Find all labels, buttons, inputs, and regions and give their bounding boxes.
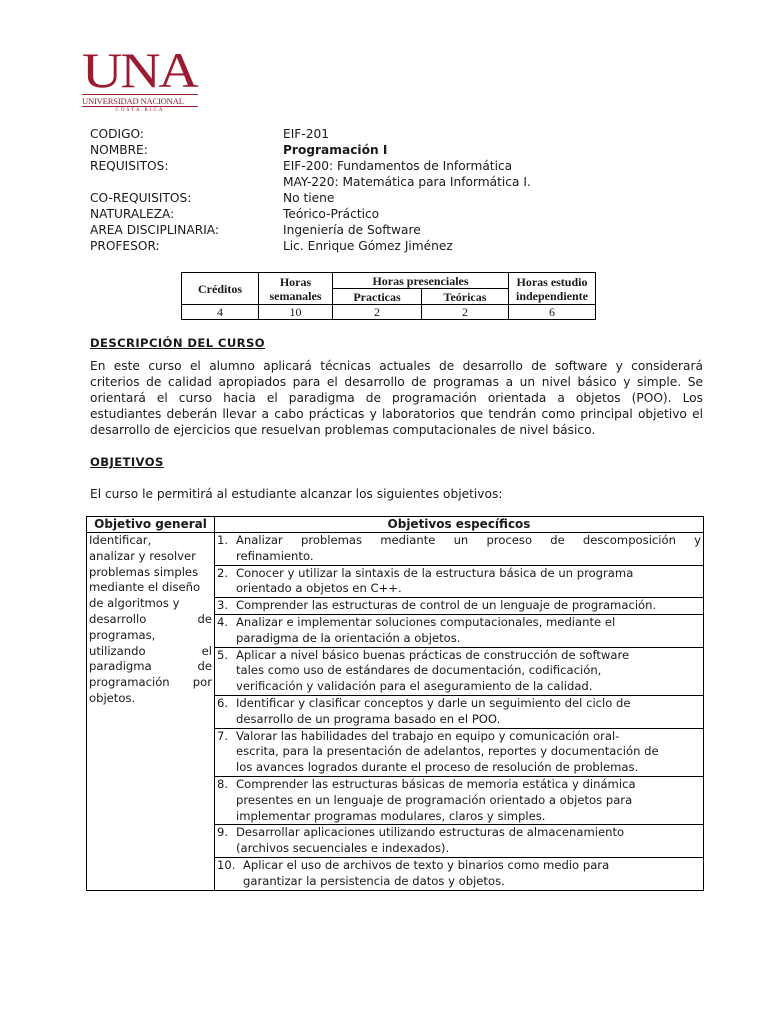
specific-objectives-header: Objetivos específicos	[215, 517, 704, 533]
specific-objective-6	[215, 695, 704, 728]
info-label: PROFESOR:	[90, 239, 160, 253]
general-objective-line: analizar y resolver	[89, 548, 196, 563]
general-objective-line: desarrollo de	[89, 611, 212, 626]
general-objective-line: paradigma de	[89, 659, 212, 674]
objective-number: 7.	[217, 728, 229, 743]
objective-text: Comprender las estructuras básicas de memoria estática y dinámica	[236, 776, 636, 791]
objective-text: Aplicar a nivel básico buenas prácticas de construcción de software	[236, 647, 630, 662]
info-label: REQUISITOS:	[90, 159, 169, 173]
objective-text: (archivos secuenciales e indexados).	[236, 841, 450, 856]
info-value: Lic. Enrique Gómez Jiménez	[283, 239, 453, 253]
objective-text: Analizar e implementar soluciones computacionales, mediante el	[236, 614, 616, 629]
objective-number: 10.	[217, 857, 236, 872]
specific-objective-2	[215, 565, 704, 598]
objective-text: paradigma de la orientación a objetos.	[236, 630, 461, 645]
info-label: AREA DISCIPLINARIA:	[90, 223, 220, 237]
objective-text: presentes en un lenguaje de programación orientado a objetos para	[236, 792, 633, 807]
description-line: estudiantes deberán llevar a cabo prácticas y laboratorios que tendrán como principal objetivo el	[90, 407, 703, 421]
weekly-hours-header-line1: Horas	[279, 274, 312, 289]
objective-text: implementar programas modulares, claros y simples.	[236, 808, 546, 823]
specific-objective-7	[215, 728, 704, 776]
course-name: Programación I	[283, 143, 388, 157]
general-objective-line: Identificar,	[89, 533, 152, 547]
objective-number: 9.	[217, 825, 229, 840]
objective-text: Valorar las habilidades del trabajo en equipo y comunicación oral-	[236, 728, 620, 743]
info-value: Ingeniería de Software	[283, 223, 421, 237]
credits-value: 4	[182, 305, 259, 320]
specific-objective-8	[215, 776, 704, 824]
practice-hours-header: Practicas	[333, 289, 422, 305]
theory-hours-header: Teóricas	[422, 289, 509, 305]
general-objective-line: problemas simples	[89, 564, 199, 579]
general-objective-line: programas,	[89, 627, 156, 642]
specific-objective-1	[215, 533, 704, 566]
specific-objective-5	[215, 647, 704, 695]
in-person-hours-header: Horas presenciales	[333, 273, 509, 289]
info-value: EIF-200: Fundamentos de Informática	[283, 159, 513, 173]
specific-objective-3	[215, 598, 704, 615]
description-paragraph	[90, 358, 703, 438]
objectives-intro: El curso le permitirá al estudiante alcanzar los siguientes objetivos:	[90, 487, 503, 501]
logo-country: COSTA RICA	[115, 108, 165, 113]
objective-number: 3.	[217, 598, 229, 613]
description-heading: DESCRIPCIÓN DEL CURSO	[90, 336, 265, 350]
objective-text: orientado a objetos en C++.	[236, 581, 402, 596]
credits-table	[181, 272, 596, 320]
objective-text: Conocer y utilizar la sintaxis de la estructura básica de un programa	[236, 565, 634, 580]
general-objective-line: mediante el diseño	[89, 580, 201, 595]
objective-text: Desarrollar aplicaciones utilizando estructuras de almacenamiento	[236, 825, 625, 840]
objective-text: refinamiento.	[236, 548, 314, 563]
general-objective-line: objetos.	[89, 690, 136, 705]
objective-number: 2.	[217, 565, 229, 580]
weekly-hours-header-line2: semanales	[269, 288, 322, 303]
objective-text: garantizar la persistencia de datos y objetos.	[243, 873, 505, 888]
theory-hours-value: 2	[422, 305, 509, 320]
weekly-hours-value: 10	[259, 305, 333, 320]
objective-number: 6.	[217, 695, 229, 710]
objective-text: Comprender las estructuras de control de un lenguaje de programación.	[236, 598, 657, 613]
objective-number: 4.	[217, 614, 229, 629]
practice-hours-value: 2	[333, 305, 422, 320]
weekly-hours-header	[259, 273, 333, 305]
info-label: NOMBRE:	[90, 143, 148, 157]
info-label: NATURALEZA:	[90, 207, 175, 221]
university-logo	[82, 42, 198, 114]
description-line: desarrollo de ejercicios que resuelvan problemas computacionales de nivel básico.	[90, 423, 596, 437]
info-label: CODIGO:	[90, 127, 145, 141]
specific-objective-10	[215, 857, 704, 890]
general-objective-header: Objetivo general	[87, 517, 215, 533]
objective-text: Identificar y clasificar conceptos y darle un seguimiento del ciclo de	[236, 695, 631, 710]
credits-header: Créditos	[182, 273, 259, 305]
independent-hours-header-line2: independiente	[515, 288, 588, 303]
specific-objective-9	[215, 825, 704, 858]
info-value: No tiene	[283, 191, 335, 205]
independent-hours-value: 6	[509, 305, 596, 320]
objective-number: 1.	[217, 533, 229, 547]
description-line: orientará el curso hacia el paradigma de programación orientada a objetos (POO). Los	[90, 391, 703, 405]
general-objective-line: utilizando el	[89, 643, 212, 658]
independent-hours-header-line1: Horas estudio	[516, 274, 588, 289]
objective-text: Analizar problemas mediante un proceso de descomposición y	[236, 533, 701, 547]
description-line: criterios de calidad apropiados para el desarrollo de programas a un nivel básico y simple. Se	[90, 375, 703, 389]
info-value: MAY-220: Matemática para Informática I.	[283, 175, 531, 189]
info-label: CO-REQUISITOS:	[90, 191, 192, 205]
independent-hours-header	[509, 273, 596, 305]
general-objective-line: de algoritmos y	[89, 596, 180, 611]
objectives-heading: OBJETIVOS	[90, 455, 164, 469]
objectives-table	[86, 516, 704, 891]
logo-university-name: UNIVERSIDAD NACIONAL	[82, 94, 198, 107]
logo-wordmark: UNA	[82, 42, 197, 98]
objective-number: 5.	[217, 647, 229, 662]
general-objective-cell	[87, 533, 215, 891]
general-objective-line: programación por	[89, 675, 212, 690]
specific-objective-4	[215, 614, 704, 647]
description-line: En este curso el alumno aplicará técnicas actuales de desarrollo de software y considerará	[90, 359, 703, 373]
objective-text: Aplicar el uso de archivos de texto y binarios como medio para	[243, 857, 610, 872]
info-value: Teórico-Práctico	[283, 207, 380, 221]
info-value: EIF-201	[283, 127, 329, 141]
objective-text: tales como uso de estándares de documentación, codificación,	[236, 663, 602, 678]
objective-number: 8.	[217, 776, 229, 791]
objective-text: escrita, para la presentación de adelantos, reportes y documentación de	[236, 744, 659, 759]
objective-text: verificación y validación para el aseguramiento de la calidad.	[236, 679, 593, 694]
objective-text: desarrollo de un programa basado en el POO.	[236, 711, 501, 726]
objective-text: los avances logrados durante el proceso de resolución de problemas.	[236, 760, 639, 775]
